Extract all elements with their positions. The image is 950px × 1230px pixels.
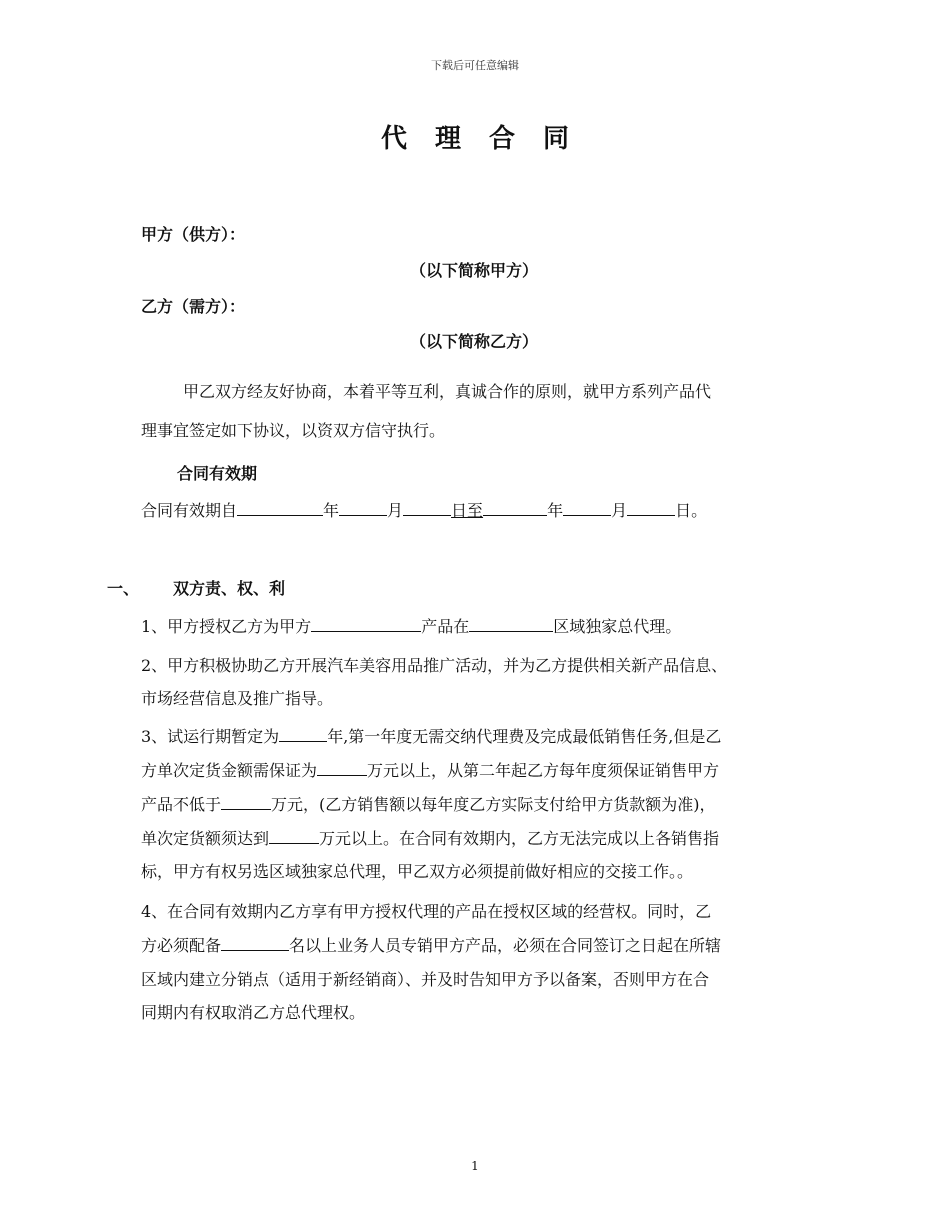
section-1-number: 一、 (107, 579, 140, 598)
validity-month-2: 月 (611, 501, 628, 520)
product-blank[interactable] (311, 616, 421, 632)
start-month-blank[interactable] (339, 500, 387, 516)
item-4-line-4: 同期内有权取消乙方总代理权。 (141, 1003, 366, 1022)
item-3-line-3 (141, 792, 716, 815)
start-day-blank[interactable] (403, 500, 451, 516)
item-3-l4b: 万元以上。在合同有效期内，乙方无法完成以上各销售指 (319, 829, 720, 848)
staff-count-blank[interactable] (221, 935, 289, 951)
end-day-blank[interactable] (627, 500, 675, 516)
end-year-blank[interactable] (483, 500, 547, 516)
item-1 (141, 614, 681, 637)
order-amount-blank[interactable] (317, 760, 367, 776)
header-note: 下载后可任意编辑 (431, 59, 519, 72)
party-b-alias: （以下简称乙方） (410, 332, 539, 351)
validity-year-1: 年 (323, 501, 340, 520)
validity-day-1: 日至 (451, 501, 484, 520)
intro-line-2: 理事宜签定如下协议，以资双方信守执行。 (141, 421, 446, 440)
item-2-line-2: 市场经营信息及推广指导。 (141, 689, 334, 708)
item-1-part-b: 产品在 (421, 617, 470, 636)
item-3-line-2 (141, 758, 719, 781)
item-3-line-5: 标，甲方有权另选区域独家总代理，甲乙双方必须提前做好相应的交接工作。。 (141, 862, 694, 881)
validity-prefix: 合同有效期自 (141, 501, 238, 520)
item-3-l4a: 单次定货额须达到 (141, 829, 270, 848)
item-3-l1b: 年,第一年度无需交纳代理费及完成最低销售任务,但是乙 (327, 727, 722, 746)
trial-years-blank[interactable] (279, 726, 327, 742)
item-3-l2b: 万元以上，从第二年起乙方每年度须保证销售甲方 (367, 761, 720, 780)
single-order-blank[interactable] (269, 828, 319, 844)
region-blank[interactable] (469, 616, 553, 632)
validity-heading: 合同有效期 (177, 464, 258, 483)
party-a-label: 甲方（供方）： (141, 225, 246, 244)
item-4-line-2 (141, 933, 721, 956)
page-number: 1 (471, 1159, 479, 1173)
item-4-l2a: 方必须配备 (141, 936, 222, 955)
item-3-l3b: 万元，(乙方销售额以每年度乙方实际支付给甲方货款额为准)， (271, 795, 716, 814)
item-3-l1a: 3、试运行期暂定为 (141, 727, 280, 746)
start-year-blank[interactable] (237, 500, 323, 516)
party-b-label: 乙方（需方）： (141, 297, 246, 316)
document-title: 代理合同 (380, 124, 597, 154)
item-3-l2a: 方单次定货金额需保证为 (141, 761, 318, 780)
annual-sales-blank[interactable] (221, 794, 271, 810)
validity-month-1: 月 (387, 501, 404, 520)
item-1-part-c: 区域独家总代理。 (553, 617, 682, 636)
item-4-line-1: 4、在合同有效期内乙方享有甲方授权代理的产品在授权区域的经营权。同时，乙 (141, 902, 712, 921)
validity-day-2: 日。 (675, 501, 708, 520)
validity-year-2: 年 (547, 501, 564, 520)
item-4-l2b: 名以上业务人员专销甲方产品，必须在合同签订之日起在所辖 (289, 936, 722, 955)
item-3-line-1 (141, 724, 721, 747)
item-3-line-4 (141, 826, 719, 849)
validity-line (141, 498, 707, 521)
item-2-line-1: 2、甲方积极协助乙方开展汽车美容用品推广活动，并为乙方提供相关新产品信息、 (141, 656, 728, 675)
item-3-l3a: 产品不低于 (141, 795, 222, 814)
intro-line-1: 甲乙双方经友好协商，本着平等互利，真诚合作的原则，就甲方系列产品代 (183, 382, 712, 401)
item-1-part-a: 1、甲方授权乙方为甲方 (141, 617, 312, 636)
end-month-blank[interactable] (563, 500, 611, 516)
party-a-alias: （以下简称甲方） (410, 261, 539, 280)
item-4-line-3: 区域内建立分销点（适用于新经销商）、并及时告知甲方予以备案，否则甲方在合 (141, 970, 710, 989)
section-1-heading: 双方责、权、利 (173, 579, 286, 598)
